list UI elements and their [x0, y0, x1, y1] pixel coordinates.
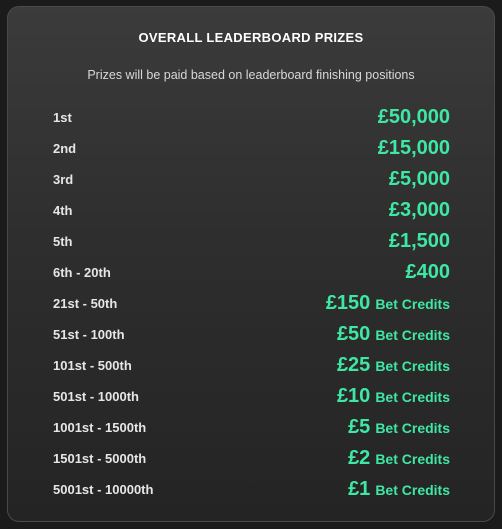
- leaderboard-prizes-panel: [7, 6, 495, 522]
- prize-value: [348, 416, 450, 439]
- prize-row: [53, 350, 450, 381]
- prize-position: 6th - 20th: [53, 265, 111, 280]
- prize-row: [53, 195, 450, 226]
- prize-row: [53, 257, 450, 288]
- prize-value: [337, 385, 450, 408]
- prize-row: [53, 319, 450, 350]
- prize-row: [53, 102, 450, 133]
- prize-value: [348, 478, 450, 501]
- prize-row: [53, 133, 450, 164]
- prize-position: 5001st - 10000th: [53, 482, 154, 497]
- prize-position: 1001st - 1500th: [53, 420, 147, 435]
- prize-value: [337, 323, 450, 346]
- prize-amount: £25: [336, 354, 371, 376]
- prize-amount: £5: [348, 416, 371, 438]
- prize-position: 2nd: [53, 141, 77, 156]
- prize-position: 501st - 1000th: [53, 389, 139, 404]
- prize-row: [53, 288, 450, 319]
- prize-suffix: Bet Credits: [375, 451, 450, 467]
- prize-list: [53, 102, 450, 505]
- prize-suffix: Bet Credits: [375, 420, 450, 436]
- panel-title: OVERALL LEADERBOARD PRIZES: [138, 30, 364, 45]
- prize-position: 51st - 100th: [53, 327, 125, 342]
- prize-value: [326, 292, 450, 315]
- prize-row: [53, 474, 450, 505]
- prize-position: 5th: [53, 234, 73, 249]
- prize-suffix: Bet Credits: [375, 482, 450, 498]
- prize-amount: £5,000: [388, 168, 450, 190]
- prize-amount: £2: [348, 447, 371, 469]
- prize-value: [348, 447, 450, 470]
- prize-position: 1st: [53, 110, 72, 125]
- prize-value: [378, 106, 450, 129]
- prize-row: [53, 226, 450, 257]
- prize-position: 21st - 50th: [53, 296, 118, 311]
- prize-value: [389, 199, 450, 222]
- prize-row: [53, 164, 450, 195]
- panel-subtitle: Prizes will be paid based on leaderboard finishing positions: [87, 68, 415, 82]
- prize-value: [389, 168, 450, 191]
- prize-amount: £3,000: [388, 199, 450, 221]
- prize-suffix: Bet Credits: [375, 358, 450, 374]
- prize-amount: £150: [325, 292, 371, 314]
- prize-position: 101st - 500th: [53, 358, 132, 373]
- prize-amount: £15,000: [377, 137, 450, 159]
- prize-row: [53, 412, 450, 443]
- prize-row: [53, 443, 450, 474]
- prize-position: 3rd: [53, 172, 74, 187]
- prize-position: 1501st - 5000th: [53, 451, 147, 466]
- prize-amount: £1,500: [388, 230, 450, 252]
- prize-suffix: Bet Credits: [375, 296, 450, 312]
- prize-suffix: Bet Credits: [375, 389, 450, 405]
- prize-amount: £10: [336, 385, 371, 407]
- prize-amount: £1: [348, 478, 371, 500]
- prize-amount: £400: [405, 261, 450, 283]
- prize-value: [378, 137, 450, 160]
- prize-value: [389, 230, 450, 253]
- prize-value: [406, 261, 451, 284]
- prize-row: [53, 381, 450, 412]
- prize-value: [337, 354, 450, 377]
- prize-amount: £50,000: [377, 106, 450, 128]
- prize-position: 4th: [53, 203, 73, 218]
- prize-suffix: Bet Credits: [375, 327, 450, 343]
- prize-amount: £50: [336, 323, 371, 345]
